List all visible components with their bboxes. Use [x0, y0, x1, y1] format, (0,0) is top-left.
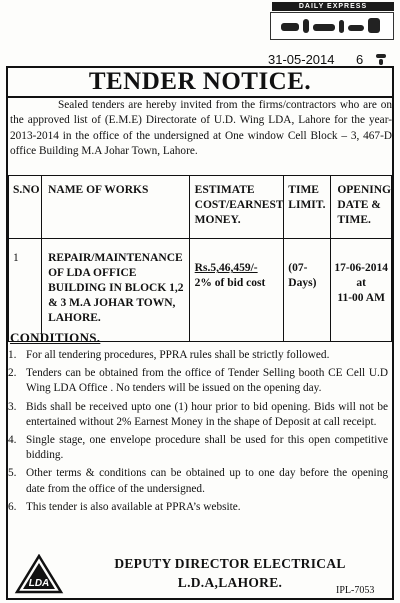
opening-time: 11-00 AM: [337, 292, 385, 304]
condition-text: For all tendering procedures, PPRA rules shall be strictly followed.: [26, 349, 330, 361]
estimate-amount: Rs.5,46,459/-: [194, 262, 258, 274]
header-name-of-works: NAME OF WORKS: [42, 176, 190, 239]
list-item: [8, 366, 388, 396]
publication-date: 31-05-2014: [268, 52, 335, 67]
intro-text: Sealed tenders are hereby invited from the firms/contractors who are on the approved list of (E.M.E) Directorate of U.D. Wing LDA, Lahore for the year-2013-2014 in the office of the undersigned at One window Cell Block – 3, 467-D office Building M.A Johar Town, Lahore.: [10, 99, 392, 158]
tender-table: [8, 175, 392, 342]
newspaper-masthead: [272, 2, 394, 46]
condition-number: 4.: [8, 434, 17, 447]
page-label-urdu: [374, 52, 388, 66]
condition-number: 6.: [8, 500, 17, 513]
list-item: [8, 466, 388, 496]
header-sno: S.NO: [9, 176, 42, 239]
opening-date: 17-06-2014: [334, 262, 388, 274]
signatory-organization: L.D.A,LAHORE.: [177, 575, 283, 590]
condition-text: Bids shall be received upto one (1) hour prior to bid opening. Bids will not be entertained without 2% Earnest Money in the shape of Deposit at call receipt.: [26, 400, 388, 428]
condition-number: 5.: [8, 467, 17, 480]
ipl-reference: IPL-7053: [336, 585, 375, 596]
cell-sno: 1: [9, 239, 42, 342]
list-item: [8, 348, 388, 363]
condition-number: 2.: [8, 367, 17, 380]
cell-opening: [331, 239, 392, 342]
list-item: [8, 500, 388, 515]
header-time-limit: TIME LIMIT.: [284, 176, 331, 239]
conditions-heading: CONDITIONS.: [10, 330, 101, 345]
condition-number: 1.: [8, 349, 17, 361]
page-number: 6: [356, 52, 364, 67]
list-item: [8, 433, 388, 463]
table-header-row: [9, 176, 392, 239]
masthead-urdu-logo: [270, 12, 394, 40]
lda-logo: [14, 554, 64, 594]
condition-text: Single stage, one envelope procedure shall be used for this open competitive bidding.: [26, 434, 388, 462]
earnest-money: 2% of bid cost: [194, 277, 266, 289]
list-item: [8, 400, 388, 430]
cell-estimate: [189, 239, 284, 342]
notice-title: TENDER NOTICE.: [88, 68, 312, 95]
notice-intro: [10, 98, 392, 160]
header-opening-date: OPENING DATE & TIME.: [331, 176, 392, 239]
header-estimate: ESTIMATE COST/EARNEST MONEY.: [189, 176, 284, 239]
condition-text: This tender is also available at PPRA’s website.: [26, 500, 241, 513]
condition-text: Tenders can be obtained from the office of Tender Selling booth CE Cell U.D Wing LDA Office . No tenders will be issued on the opening day.: [26, 367, 388, 395]
condition-text: Other terms & conditions can be obtained up to one day before the opening date from the office of the undersigned.: [26, 467, 388, 495]
lda-logo-text: LDA: [28, 578, 50, 589]
table-row: [9, 239, 392, 342]
masthead-paper-name: DAILY EXPRESS: [272, 2, 394, 11]
conditions-list: [8, 348, 388, 518]
signatory-designation: DEPUTY DIRECTOR ELECTRICAL: [114, 556, 346, 571]
opening-at: at: [356, 277, 366, 289]
cell-time-limit: (07-Days): [284, 239, 331, 342]
cell-name-of-works: REPAIR/MAINTENANCE OF LDA OFFICE BUILDING IN BLOCK 1,2 & 3 M.A JOHAR TOWN, LAHORE.: [42, 239, 190, 342]
condition-number: 3.: [8, 400, 17, 413]
